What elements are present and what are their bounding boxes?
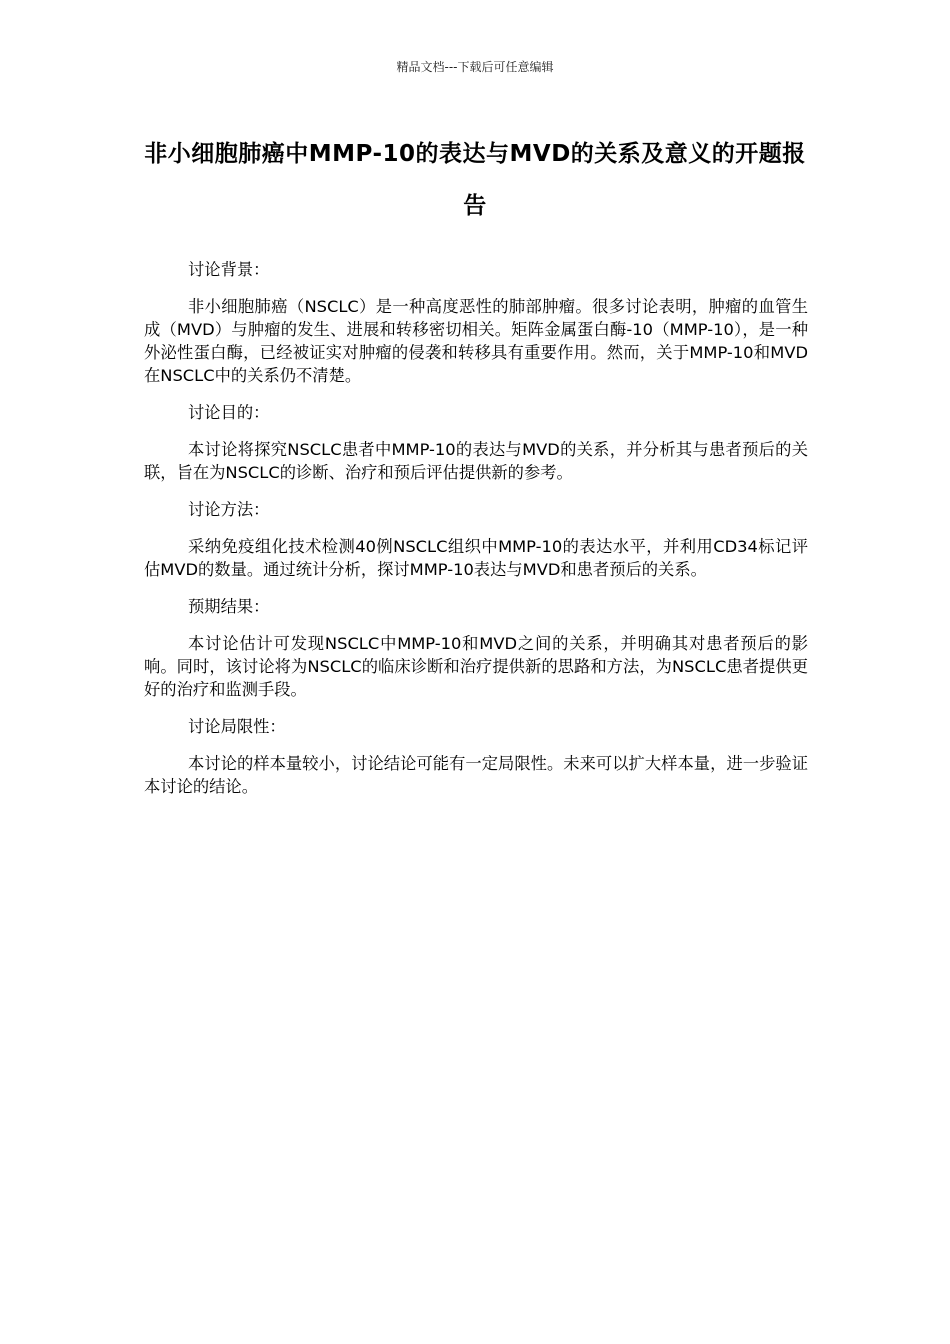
document-body <box>144 258 808 812</box>
section-body-background: 非小细胞肺癌（NSCLC）是一种高度恶性的肺部肿瘤。很多讨论表明，肿瘤的血管生成（MVD）与肿瘤的发生、进展和转移密切相关。矩阵金属蛋白酶-10（MMP-10），是一种外泌性蛋白酶，已经被证实对肿瘤的侵袭和转移具有重要作用。然而，关于MMP-10和MVD在NSCLC中的关系仍不清楚。 <box>144 297 808 385</box>
section-body-objective: 本讨论将探究NSCLC患者中MMP-10的表达与MVD的关系，并分析其与患者预后的关联，旨在为NSCLC的诊断、治疗和预后评估提供新的参考。 <box>144 440 808 482</box>
section-label-methods: 讨论方法： <box>188 500 270 519</box>
section-body-methods: 采纳免疫组化技术检测40例NSCLC组织中MMP-10的表达水平，并利用CD34标记评估MVD的数量。通过统计分析，探讨MMP-10表达与MVD和患者预后的关系。 <box>144 537 808 579</box>
section-body-expected-results: 本讨论估计可发现NSCLC中MMP-10和MVD之间的关系，并明确其对患者预后的影响。同时，该讨论将为NSCLC的临床诊断和治疗提供新的思路和方法，为NSCLC患者提供更好的治疗和监测手段。 <box>144 634 808 699</box>
document-title: 非小细胞肺癌中MMP-10的表达与MVD的关系及意义的开题报告 <box>144 141 806 219</box>
section-label-expected-results: 预期结果： <box>188 597 270 616</box>
section-label-background: 讨论背景： <box>188 260 270 279</box>
header-note: 精品文档---下载后可任意编辑 <box>396 60 554 74</box>
section-body-limitations: 本讨论的样本量较小，讨论结论可能有一定局限性。未来可以扩大样本量，进一步验证本讨论的结论。 <box>144 754 808 796</box>
section-label-limitations: 讨论局限性： <box>188 717 286 736</box>
section-label-objective: 讨论目的： <box>188 403 270 422</box>
